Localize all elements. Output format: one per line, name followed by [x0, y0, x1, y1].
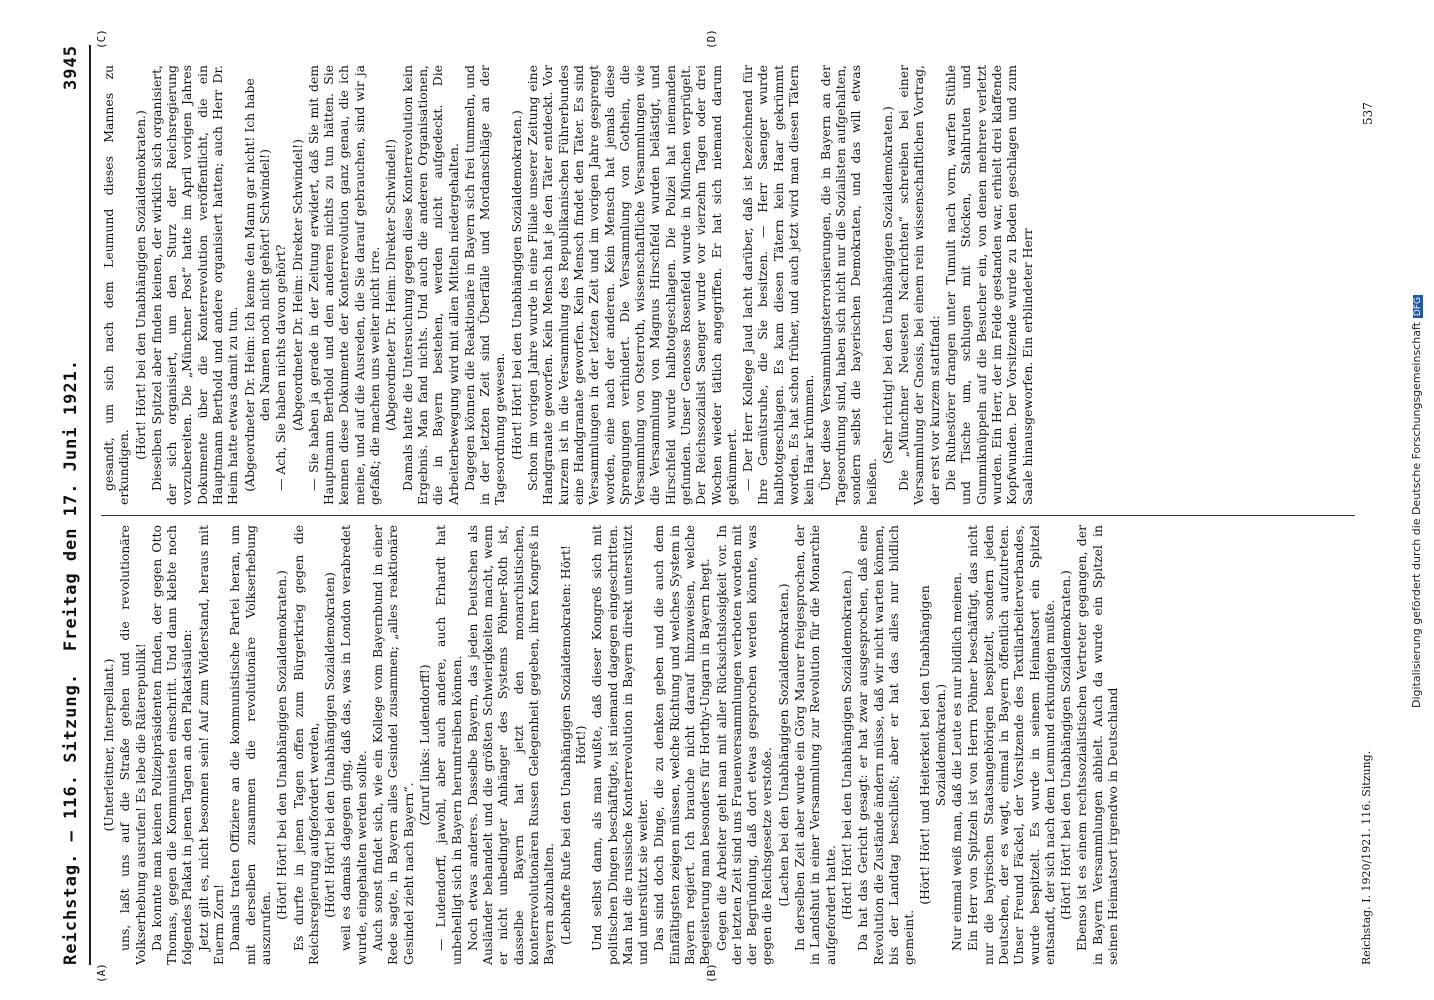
paragraph: Da konnte man keinen Polizeipräsidenten finden, der gegen Otto Thomas, gegen die Kommunisten einschritt. Und dann klebte noch folgendes Plakat in jenen Tagen an den Plakatsäulen: — [148, 525, 195, 965]
right-column — [101, 65, 1355, 505]
page-number: 537 — [1361, 102, 1375, 125]
paragraph: Auch sonst findet sich, wie ein Kollege vom Bayernbund in einer Rede sagte, in Bayern alles Gesindel zusammen; „alles reaktionäre Gesindel zieht nach Bayern“. — [370, 525, 416, 965]
paragraph: — Ludendorff, jawohl, aber auch andere, auch Erhardt hat unbehelligt sich in Bayern herumtreiben können. — [433, 525, 464, 965]
paragraph: Und selbst dann, als man wußte, daß dieser Kongreß sich mit politischen Dingen beschäftigte, ist niemand dagegen eingeschritten. Man hat die russische Konterrevolution in Bayern direkt unterstützt und unterstützt sie weiter. — [589, 525, 651, 965]
paragraph: Dieselben Spitzel aber finden keinen, der wirklich sich organisiert, der sich organisiert, um den Sturz der Reichsregierung vorzubereiten. Die „Münchner Post“ hatte im April vorigen Jahres Dokumente über die Konterrevolution veröffentlicht, die ein Hauptmann Berthold und andere organisiert hatten; auch Herr Dr. Heim hatte etwas damit zu tun. — [148, 65, 241, 505]
header-page-number: 3945 — [61, 45, 81, 90]
paragraph: — Ach, Sie haben nichts davon gehört? — [273, 244, 289, 491]
paragraph: Jetzt gilt es, nicht besonnen sein! Auf zum Widerstand, heraus mit Euerm Zorn! — [195, 525, 227, 965]
header-left: Reichstag. — 116. Sitzung. — [61, 672, 81, 965]
document-page — [55, 25, 1385, 985]
page-footer: Reichstag. I. 1920/1921. 116. Sitzung. — [1360, 750, 1373, 965]
paragraph: Nur einmal weiß man, daß die Leute es nur bildlich meinen. — [949, 572, 965, 951]
paragraph: In derselben Zeit aber wurde ein Görg Maurer freigesprochen, der in Landshut in einer Versammlung zur Revolution für die Monarchie aufgefordert hatte. — [792, 525, 838, 965]
paragraph: (Hört! Hört! und Heiterkeit bei den Unabhängigen Sozialdemokraten.) — [917, 585, 948, 905]
paragraph: (Hört! Hört! bei den Unabhängigen Sozialdemokraten.) — [1058, 570, 1074, 920]
column-divider — [101, 515, 1355, 516]
paragraph: (Zuruf links: Ludendorff!) — [416, 664, 432, 826]
paragraph: Es durfte in jenen Tagen offen zum Bürgerkrieg gegen die Reichsregierung aufgefordert werden, — [290, 525, 321, 965]
paragraph: Über diese Versammlungsterrorisierungen, die in Bayern an der Tagesordnung sind, haben sich nicht nur die Sozialisten aufgehalten, sondern selbst die bayerischen Demokraten, und das will etwas heißen. — [817, 65, 879, 505]
paragraph: Damals traten Offiziere an die kommunistische Partei heran, um mit derselben zusammen die revolutionäre Volkserhebung auszurufen. — [227, 525, 273, 965]
page-header — [55, 45, 91, 965]
paragraph: (Unterleitner, Interpellant.) — [101, 658, 116, 832]
paragraph: (Hört! Hört! bei den Unabhängigen Sozialdemokraten.) — [132, 110, 148, 460]
dfg-logo: DFG — [1413, 296, 1423, 317]
paragraph: Noch etwas anderes. Dasselbe Bayern, das jeden Deutschen als Ausländer behandelt und die größten Schwierigkeiten macht, wenn er nicht unbedingter Anhänger des Systems Pöhner-Roth ist, dasselbe Bayern hat jetzt den monarchistischen, konterrevolutionären Russen Gelegenheit gegeben, ihren Kongreß in Bayern abzuhalten. — [464, 525, 557, 965]
digitization-note — [1408, 8, 1430, 988]
paragraph: (Abgeordneter Dr. Heim: Direkter Schwindel!) — [383, 139, 399, 431]
paragraph: Da hat das Gericht gesagt: er hat zwar ausgesprochen, daß eine Revolution die Zustände ändern müsse, daß wir nicht warten können, bis der Landtag beschließt; aber er hat das alles nur bildlich gemeint. — [855, 525, 917, 965]
left-column — [101, 525, 1355, 965]
margin-marker-c: (C) — [95, 29, 108, 49]
paragraph: (Hört! Hört! bei den Unabhängigen Sozialdemokraten.) — [838, 570, 854, 920]
paragraph: Die „Münchner Neuesten Nachrichten“ schreiben bei einer Versammlung der Gnosis, bei einem rein wissenschaftlichen Vortrag, der erst vor kurzem stattfand: — [896, 65, 942, 505]
paragraph: Das sind doch Dinge, die zu denken geben und die auch dem Einfältigsten zeigen müssen, welche Richtung und welches System in Bayern regiert. Ich brauche nicht darauf hinzuweisen, welche Begeisterung man besonders für Horthy-Ungarn in Bayern hegt. — [651, 525, 713, 965]
paragraph: weil es damals dagegen ging, daß das, was in London verabredet wurde, eingehalten werden sollte. — [338, 525, 369, 965]
paragraph: Schon im vorigen Jahre wurde in eine Filiale unserer Zeitung eine Handgranate geworfen. Kein Mensch hat je den Täter entdeckt. Vor kurzem ist in die Versammlung des Republikanischen Führerbundes eine Handgranate geworfen. Kein Mensch findet den Täter. Es sind Versammlungen in der letzten Zeit und im vorigen Jahre gesprengt worden, eine nach der anderen. Kein Mensch hat jemals diese Sprengungen verhindert. Die Versammlung von Gothein, die Versammlung von Osterroth, wissenschaftliche Versammlungen wie die Versammlung von Magnus Hirschfeld wurden belästigt, und Hirschfeld wurde halbtotgeschlagen. Die Polizei hat niemanden gefunden. Unser Genosse Rosenfeld wurde in München verprügelt. Der Reichssozialist Saenger wurde vor vierzehn Tagen oder drei Wochen wieder tätlich angegriffen. Er hat sich niemand darum gekümmert. — [525, 65, 739, 505]
margin-marker-a: (A) — [95, 963, 108, 983]
paragraph: (Sehr richtig! bei den Unabhängigen Sozialdemokraten.) — [879, 106, 895, 464]
paragraph: Die Ruhestörer drangen unter Tumult nach vorn, warfen Stühle und Tische um, schlugen mit Stöcken, Stahlruten und Gummiknüppeln auf die Besucher ein, von denen mehrere verletzt wurden. Ein Herr, der im Felde gestanden war, erhielt drei klaffende Kopfwunden. Der Vorsitzende wurde zu Boden geschlagen und zum Saale hinausgeworfen. Ein erblindeter Herr — [943, 65, 1035, 505]
paragraph: (Abgeordneter Dr. Heim: Direkter Schwindel!) — [289, 139, 305, 431]
paragraph: Ebenso ist es einem rechtssozialistischen Vertreter gegangen, der in Bayern Versammlungen abhielt. Auch da wurde ein Spitzel in seinen Heimatsort irgendwo in Deutschland — [1074, 525, 1120, 965]
paragraph: uns, laßt uns auf die Straße gehen und die revolutionäre Volkserhebung ausrufen! Es lebe die Räterepublik! — [117, 525, 148, 965]
paragraph: (Lachen bei den Unabhängigen Sozialdemokraten.) — [775, 583, 791, 907]
paragraph: Ein Herr von Spitzeln ist von Herrn Pöhner beschäftigt, das nicht nur die bayrischen Staatsangehörigen bespitzelt, sondern jeden Deutschen, der es wagt, einmal in Bayern öffentlich aufzutreten. Unser Freund Fäckel, der Vorsitzende des Textilarbeiterverbandes, wurde bespitzelt. Es wurde in seinem Heimatsort ein Spitzel entsandt, der sich nach dem Leumund erkundigen mußte. — [965, 525, 1057, 965]
paragraph: — Der Herr Kollege Jaud lacht darüber, daß ist bezeichnend für Ihre Gemütsruhe, die Sie besitzen. — Herr Saenger wurde halbtotgeschlagen. Es kam diesen Tätern kein Haar gekrümmt worden. Es hat schon früher, und auch jetzt wird man diesen Tätern kein Haar krümmen. — [740, 65, 817, 505]
paragraph: — Sie haben ja gerade in der Zeitung erwidert, daß Sie mit dem Hauptmann Berthold und den anderen nichts zu tun hätten. Sie kennen diese Dokumente der Konterrevolution ganz genau, die ich meine, und auf die Ausreden, die Sie darauf gebrauchen, sind wir ja gefaßt; die machen uns weiter nicht irre. — [305, 65, 383, 505]
paragraph: Dagegen können die Reaktionäre in Bayern sich frei tummeln, und in der letzten Zeit sind Überfälle und Mordanschläge an der Tagesordnung gewesen. — [461, 65, 508, 505]
paragraph: (Abgeordneter Dr. Heim: Ich kenne den Mann gar nicht! Ich habe den Namen noch nicht gehört! Schwindel!) — [241, 78, 272, 492]
paragraph: gesandt, um sich nach dem Leumund dieses Mannes zu erkundigen. — [101, 65, 132, 505]
header-date: Freitag den 17. Juni 1921. — [61, 358, 81, 652]
paragraph: (Hört! Hört! bei den Unabhängigen Sozialdemokraten.) — [274, 570, 290, 920]
digitization-text: Digitalisierung gefördert durch die Deutsche Forschungsgemeinschaft — [1410, 322, 1423, 708]
margin-marker-d: (D) — [705, 29, 718, 49]
paragraph: Gegen die Arbeiter geht man mit aller Rücksichtslosigkeit vor. In der letzten Zeit sind uns Frauenversammlungen verboten worden mit der Begründung, daß dort etwas gesprochen werden könnte, was gegen die Reichsgesetze verstoße. — [713, 525, 775, 965]
paragraph: Damals hatte die Untersuchung gegen diese Konterrevolution kein Ergebnis. Man fand nichts. Und auch die anderen Organisationen, die in Bayern bestehen, werden nicht aufgedeckt. Die Arbeiterbewegung wird mit allen Mitteln niedergehalten. — [399, 65, 461, 505]
paragraph: (Hört! Hört! bei den Unabhängigen Sozialdemokraten) — [322, 572, 338, 918]
paragraph: (Hört! Hört! bei den Unabhängigen Sozialdemokraten.) — [508, 110, 524, 460]
margin-marker-b: (B) — [705, 963, 718, 983]
paragraph: (Lebhafte Rufe bei den Unabhängigen Sozialdemokraten: Hört! Hört!) — [557, 545, 588, 945]
